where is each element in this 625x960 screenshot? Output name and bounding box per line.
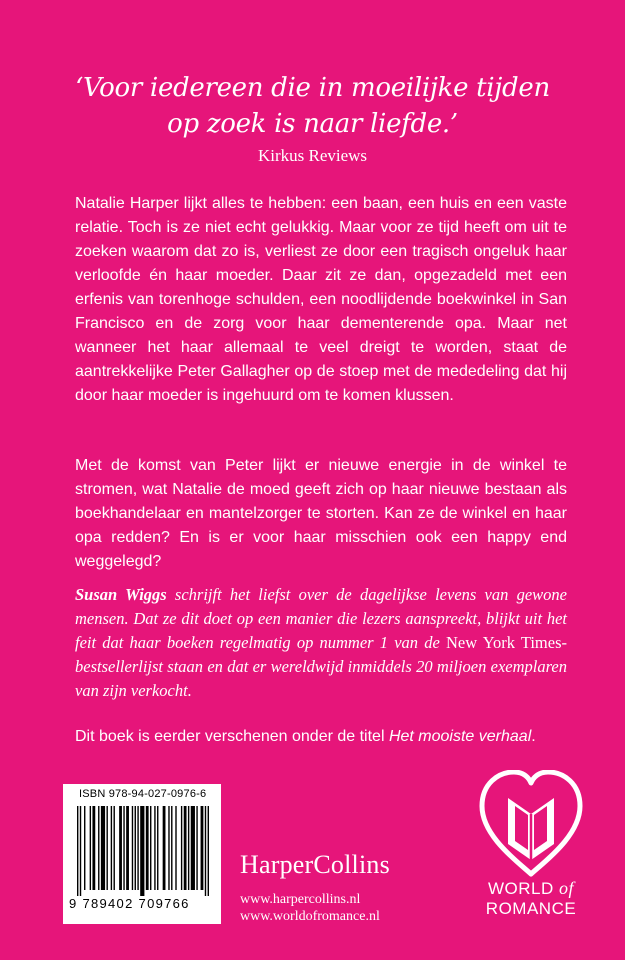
barcode-bar xyxy=(175,806,176,890)
blurb-paragraph-1: Natalie Harper lijkt alles te hebben: een baan, een huis en een vaste relatie. Toch is ze niet echt gelukkig. Maar voor ze tijd heeft om uit te zoeken waarom dat zo is, verliest ze door een tragisch ongeluk haar verloofde én haar moeder. Daar zit ze dan, opgezadeld met een erfenis van torenhoge schulden, een noodlijdende boekwinkel in San Francisco en de zorg voor haar dementerende opa. Maar net wanneer het haar allemaal te veel dreigt te worden, staat de aantrekkelijke Peter Gallagher op de stoep met de mededeling dat hij door haar moeder is ingehuurd om te komen klussen. xyxy=(75,195,567,404)
barcode-bar xyxy=(77,806,78,896)
quote-line-2: op zoek is naar liefde.’ xyxy=(167,109,458,139)
barcode-bar xyxy=(119,806,122,890)
barcode-bar xyxy=(80,806,81,896)
imprint-name-line-2: ROMANCE xyxy=(485,899,577,918)
earlier-title-text: Dit boek is eerder verschenen onder de titel xyxy=(75,728,389,745)
author-name: Susan Wiggs xyxy=(75,585,167,604)
barcode-bar xyxy=(98,806,99,890)
imprint-word-of: of xyxy=(559,878,575,898)
isbn-label: ISBN 978-94-027-0976-6 xyxy=(79,788,207,800)
barcode-bar xyxy=(150,806,151,890)
barcode-bar xyxy=(163,806,166,890)
publisher-url-2: www.worldofromance.nl xyxy=(240,909,380,924)
barcode-bar xyxy=(196,806,197,890)
barcode-bar xyxy=(137,806,138,890)
barcode-bar xyxy=(90,806,91,890)
barcode-bar xyxy=(101,806,105,890)
barcode-bar xyxy=(157,806,158,890)
review-quote xyxy=(60,70,565,142)
earlier-title-name: Het mooiste verhaal xyxy=(388,728,532,745)
barcode-bar xyxy=(188,806,189,890)
barcode-bar xyxy=(146,806,149,890)
barcode-bar xyxy=(111,806,112,890)
barcode-bar xyxy=(126,806,129,890)
imprint-word-world: WORLD xyxy=(487,879,554,898)
barcode-bar xyxy=(191,806,195,890)
earlier-title-note xyxy=(75,725,567,749)
earlier-title-end: . xyxy=(531,728,536,745)
publisher-url-1: www.harpercollins.nl xyxy=(240,892,361,907)
barcode-bar xyxy=(123,806,124,890)
barcode-bar xyxy=(132,806,133,890)
quote-source: Kirkus Reviews xyxy=(257,146,368,165)
heart-book-logo-icon xyxy=(478,770,584,878)
author-bio-text-2: -bestsellerlijst staan en dat er wereldwijd inmiddels 20 miljoen exemplaren van zijn verkocht. xyxy=(75,633,567,700)
barcode-bar xyxy=(154,806,155,890)
barcode-bar xyxy=(168,806,169,890)
barcode-bar xyxy=(92,806,95,890)
barcode-bar xyxy=(84,806,85,890)
barcode-bar xyxy=(208,806,209,896)
barcode-bar xyxy=(205,806,206,896)
barcode-box xyxy=(63,784,221,924)
author-bio-text-1: schrijft het liefst over de dagelijkse levens van gewone mensen. Dat ze dit doet op een manier die lezers aanspreekt, blijkt uit het feit dat haar boeken regelmatig op nummer 1 van de xyxy=(75,585,567,652)
imprint-name-line-1 xyxy=(472,878,590,899)
barcode-bar xyxy=(114,806,115,890)
barcode-bar xyxy=(201,806,204,890)
barcode-bar xyxy=(184,806,187,890)
author-bio xyxy=(75,583,567,703)
blurb-paragraph-2: Met de komst van Peter lijkt er nieuwe energie in de winkel te stromen, wat Natalie de moed geeft zich op haar nieuwe bestaan als boekhandelaar en mantelzorger te storten. Kan ze de winkel en haar opa redden? En is er voor haar misschien ook een happy end weggelegd? xyxy=(75,457,567,570)
barcode-bars xyxy=(77,806,209,896)
publisher-name: HarperCollins xyxy=(240,850,390,879)
newspaper-name: New York Times xyxy=(445,633,562,652)
barcode-bar xyxy=(171,806,172,890)
quote-line-1: ‘Voor iedereen die in moeilijke tijden xyxy=(75,73,550,103)
barcode-bar xyxy=(140,806,144,896)
barcode-bar xyxy=(181,806,182,890)
barcode-bar xyxy=(135,806,136,890)
barcode-digits: 9 789402 709766 xyxy=(69,896,190,911)
barcode-bar xyxy=(106,806,107,890)
